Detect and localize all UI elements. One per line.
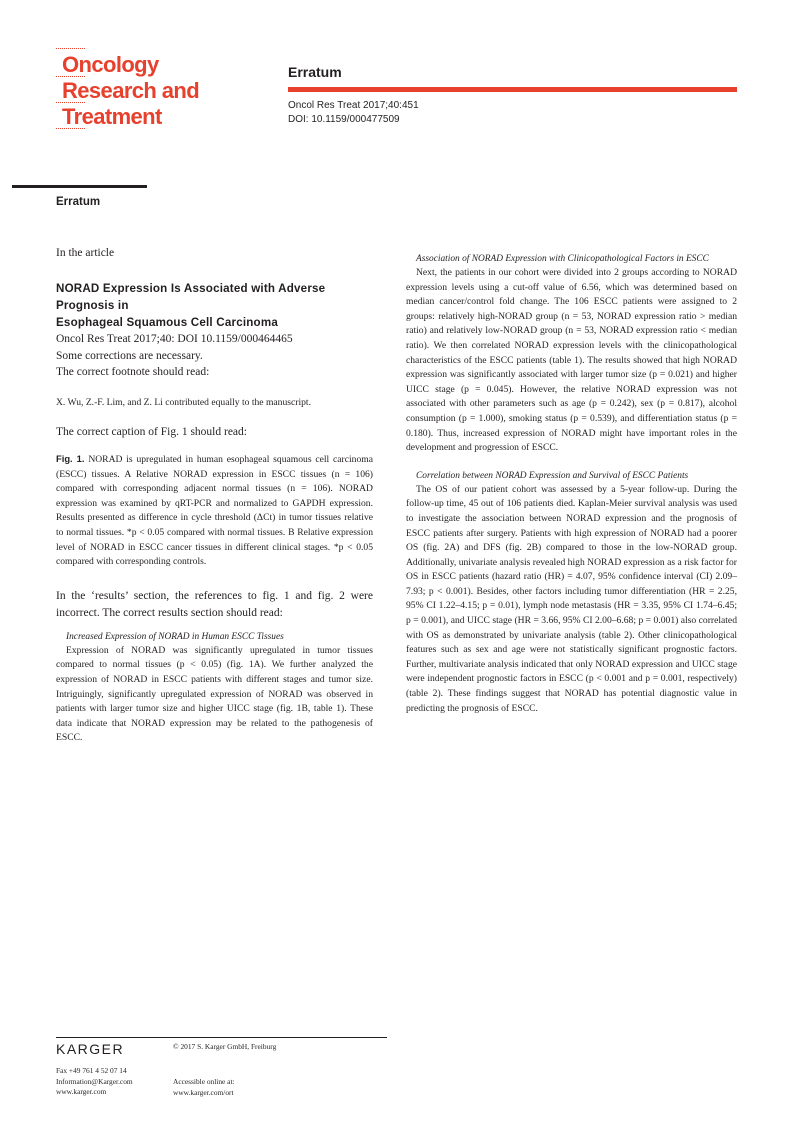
doi-text: DOI: 10.1159/000477509: [288, 114, 400, 125]
footer-rule: [56, 1037, 387, 1038]
figure-caption: [56, 452, 373, 570]
header-red-bar: [288, 87, 737, 92]
caption-text: NORAD is upregulated in human esophageal squamous cell carcinoma (ESCC) tissues. A Relative NORAD expression in ESCC tissues (n = 106) compared with corresponding adjacent normal tissues (n = 106). NORAD expression was examined by qRT-PCR and normalized to GAPDH expression. Results presented as difference in cycle threshold (ΔCt) in tumor tissues relative to normal tissues. *p < 0.05 compared with normal tissues. B Relative expression level of NORAD in ESCC cancer tissues in different clinical stages. *p < 0.05 compared with corresponding controls.: [56, 454, 373, 568]
journal-name-line3: Treatment: [62, 104, 162, 129]
results-paragraph-2: Next, the patients in our cohort were divided into 2 groups according to NORAD expression levels using a cut-off value of 6.56, which was determined based on median cancer/control fold change. The 106 ESCC patients were assigned to 2 groups: relatively high-NORAD group (n = 53, NORAD expression ratio > median ratio) and relatively low-NORAD group (n = 53, NORAD expression ratio < median ratio). We then correlated NORAD expression levels with the clinicopathological characteristics of the ESCC patients (table 1). The results showed that high NORAD expression was significantly associated with larger tumor size (p = 0.021) and higher UICC stage (p = 0.045). However, the relative NORAD expression was not associated with other parameters such as age (p = 0.242), sex (p = 0.817), alcohol consumption (p = 1.000), smoking status (p = 0.539), and differentiation status (p = 0.180). Thus, increased expression of NORAD might have important roles in the development and progression of ESCC.: [406, 267, 737, 454]
caption-label: Fig. 1.: [56, 453, 85, 465]
results-intro: In the ‘results’ section, the references to fig. 1 and fig. 2 were incorrect. The correct results section should read:: [56, 589, 373, 619]
publisher-logo: KARGER: [56, 1041, 125, 1057]
results-paragraph-3: The OS of our patient cohort was assessed by a 5-year follow-up. During the follow-up time, 45 out of 106 patients died. Kaplan-Meier survival analysis was used to investigate the association between NORAD expression and the prognosis of ESCC patients after surgery. Patients with high expression of NORAD had a poorer OS (fig. 2A) and DFS (fig. 2B) compared to those in the low-NORAD group. Additionally, univariate analysis revealed high NORAD expression as a risk factor for OS in ESCC patients (hazard ratio (HR) = 4.07, 95% confidence interval (CI) 2.09–7.93; p < 0.001). Besides, other factors including tumor differentiation (HR = 2.25, 95% CI 1.22–4.15; p = 0.01), lymph node metastasis (HR = 3.35, 95% CI 1.74–6.45; p = 0.001), and UICC stage (HR = 3.66, 95% CI 2.00–6.68; p = 0.001) also correlated with OS as demonstrated by univariate analysis (table 2). Other clinicopathological features such as sex and age were not statistically significant prognostic factors. Further, multivariate analysis indicated that only NORAD expression and UICC stage were independent prognostic factors in ESCC (p < 0.001 and p = 0.001, respectively) (table 2). These findings suggest that NORAD has potential diagnostic value in predicting the prognosis of ESCC.: [406, 483, 737, 714]
article-title-line: Prognosis in: [56, 299, 129, 312]
results-paragraph-1: Expression of NORAD was significantly upregulated in tumor tissues compared to normal tissues (p < 0.05) (fig. 1A). We further analyzed the expression of NORAD in ESCC patients with different stages and tumor size. Intriguingly, significantly upregulated expression of NORAD was observed in patients with larger tumor size and higher UICC stage (fig. 1B, table 1). These data indicate that NORAD expression may be related to the pathogenesis of ESCC.: [56, 644, 373, 744]
online-access: [173, 1077, 235, 1098]
online-label: Accessible online at:: [173, 1077, 235, 1086]
footnote-text: X. Wu, Z.-F. Lim, and Z. Li contributed equally to the manuscript.: [56, 396, 311, 408]
header-citation: [288, 99, 419, 127]
fax: Fax +49 761 4 52 07 14: [56, 1066, 127, 1075]
citation-text: Oncol Res Treat 2017;40:451: [288, 100, 419, 111]
journal-name: [62, 52, 199, 130]
journal-name-line2: Research and: [62, 78, 200, 103]
subhead-clinicopathological: Association of NORAD Expression with Clinicopathological Factors in ESCC: [416, 254, 709, 264]
footnote-intro: The correct footnote should read:: [56, 366, 210, 378]
online-url-link[interactable]: www.karger.com/ort: [173, 1087, 234, 1097]
section-divider: [12, 185, 147, 188]
right-column: [406, 252, 737, 716]
article-title-line: Esophageal Squamous Cell Carcinoma: [56, 316, 278, 329]
article-reference: Oncol Res Treat 2017;40: DOI 10.1159/000464465: [56, 333, 293, 345]
logo-dotted-line: [56, 48, 85, 49]
subhead-increased-expression: Increased Expression of NORAD in Human ESCC Tissues: [66, 631, 284, 642]
email-link[interactable]: Information@Karger.com: [56, 1076, 133, 1086]
journal-name-line1: Oncology: [62, 52, 159, 77]
article-title: [56, 280, 373, 331]
publisher-contact: [56, 1066, 133, 1098]
corrections-note: Some corrections are necessary.: [56, 349, 203, 362]
subhead-survival: Correlation between NORAD Expression and Survival of ESCC Patients: [416, 470, 689, 481]
caption-intro: The correct caption of Fig. 1 should read:: [56, 426, 247, 439]
section-label: Erratum: [56, 196, 101, 208]
website-link[interactable]: www.karger.com: [56, 1087, 107, 1097]
left-column: [56, 246, 373, 746]
article-title-line: NORAD Expression Is Associated with Adverse: [56, 282, 326, 295]
copyright: © 2017 S. Karger GmbH, Freiburg: [173, 1042, 277, 1051]
header-section-title: Erratum: [288, 64, 342, 80]
intro-text: In the article: [56, 247, 115, 259]
